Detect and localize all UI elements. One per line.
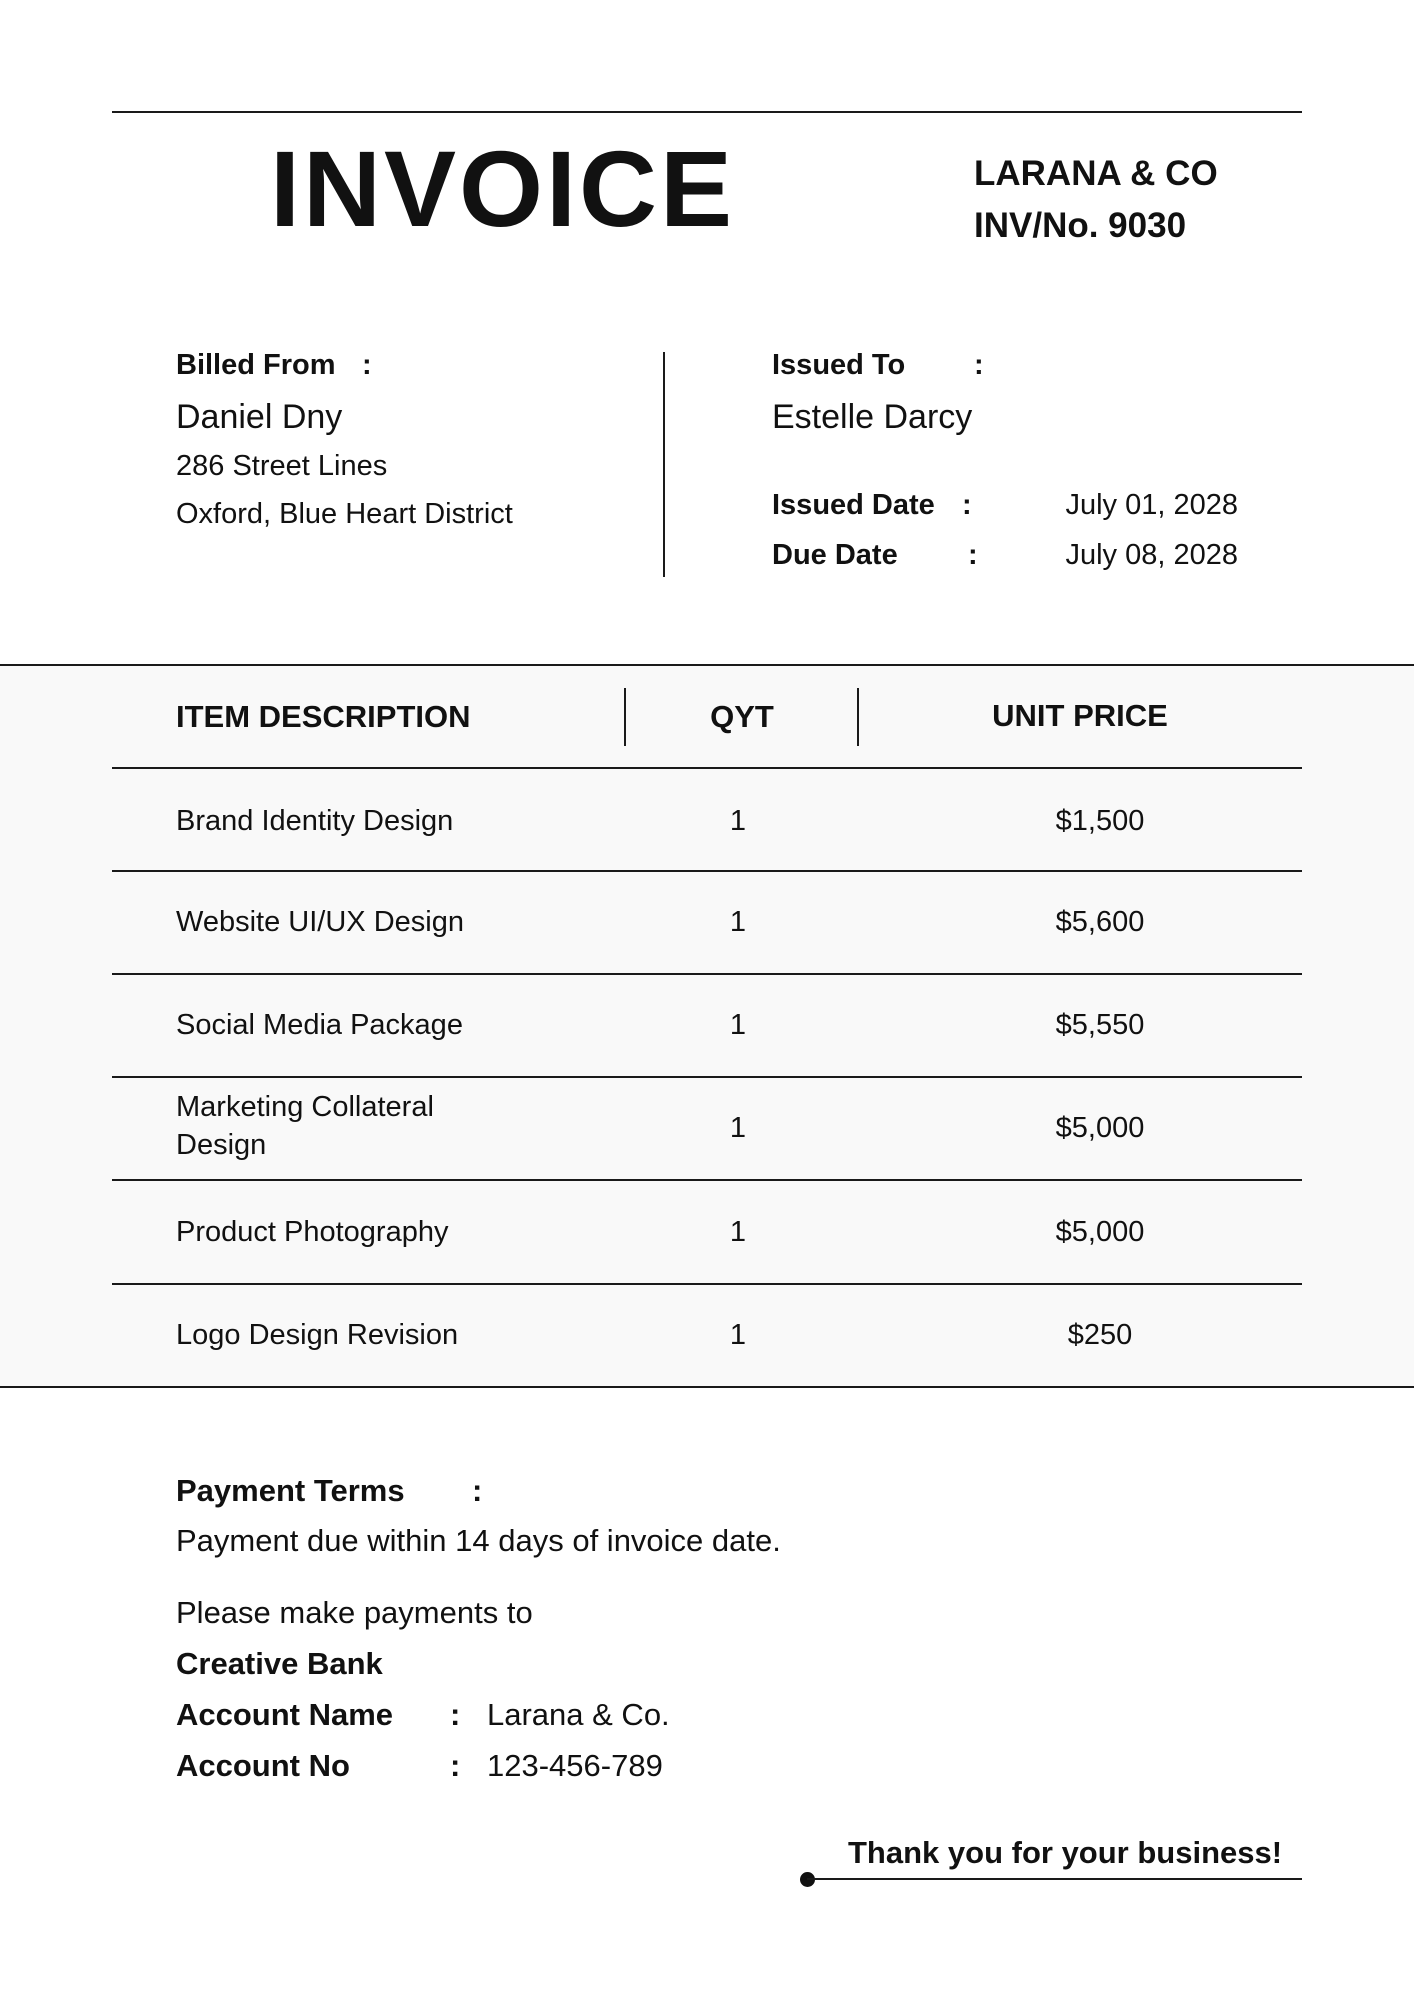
issued-to-colon: :: [974, 349, 984, 381]
invoice-title: INVOICE: [270, 128, 736, 249]
billed-from-name: Daniel Dny: [176, 398, 343, 436]
thank-you-underline: [807, 1878, 1302, 1880]
invoice-number: INV/No. 9030: [974, 206, 1187, 245]
item-description: Social Media Package: [176, 1009, 463, 1041]
row-rule: [112, 1179, 1302, 1181]
column-header-description: ITEM DESCRIPTION: [176, 699, 471, 734]
column-header-qty: QYT: [710, 699, 774, 734]
item-price: $5,000: [1055, 1112, 1145, 1144]
item-description: Logo Design Revision: [176, 1319, 459, 1351]
row-rule: [112, 870, 1302, 872]
item-description: Product Photography: [176, 1216, 449, 1248]
item-qty: 1: [729, 1112, 747, 1144]
payment-terms-text: Payment due within 14 days of invoice date.: [176, 1523, 781, 1558]
due-date-label: Due Date: [772, 539, 898, 571]
item-price: $5,550: [1055, 1009, 1145, 1041]
thank-you-message: Thank you for your business!: [848, 1835, 1283, 1870]
top-rule: [112, 111, 1302, 113]
item-qty: 1: [729, 1216, 747, 1248]
header-divider-2: [857, 688, 859, 746]
table-bottom-rule: [0, 1386, 1414, 1388]
account-no-value: 123-456-789: [487, 1748, 663, 1783]
parties-divider: [663, 352, 665, 577]
billed-from-address-line1: 286 Street Lines: [176, 450, 388, 482]
item-price: $250: [1067, 1319, 1133, 1351]
row-rule: [112, 1283, 1302, 1285]
item-price: $1,500: [1055, 805, 1145, 837]
due-date-value: July 08, 2028: [1065, 539, 1238, 571]
row-rule: [112, 973, 1302, 975]
item-description: Website UI/UX Design: [176, 906, 464, 938]
row-rule: [112, 767, 1302, 769]
billed-from-colon: :: [362, 349, 372, 381]
item-description: Brand Identity Design: [176, 805, 454, 837]
item-qty: 1: [729, 805, 747, 837]
account-no-colon: :: [450, 1748, 461, 1783]
billed-from-label: Billed From: [176, 349, 336, 381]
billed-from-address-line2: Oxford, Blue Heart District: [176, 498, 513, 530]
payment-intro: Please make payments to: [176, 1595, 533, 1630]
issued-to-label: Issued To: [772, 349, 906, 381]
item-qty: 1: [729, 1009, 747, 1041]
table-top-rule: [0, 664, 1414, 666]
item-price: $5,600: [1055, 906, 1145, 938]
payment-terms-colon: :: [472, 1473, 483, 1508]
item-price: $5,000: [1055, 1216, 1145, 1248]
issued-date-value: July 01, 2028: [1065, 489, 1238, 521]
bank-name: Creative Bank: [176, 1646, 383, 1681]
header-divider-1: [624, 688, 626, 746]
item-qty: 1: [729, 1319, 747, 1351]
due-date-colon: :: [968, 539, 978, 571]
column-header-unit-price: UNIT PRICE: [992, 698, 1168, 733]
account-name-label: Account Name: [176, 1697, 394, 1732]
payment-terms-label: Payment Terms: [176, 1473, 405, 1508]
issued-date-colon: :: [962, 489, 972, 521]
account-name-value: Larana & Co.: [487, 1697, 670, 1732]
item-description: Marketing Collateral Design: [176, 1091, 434, 1162]
item-qty: 1: [729, 906, 747, 938]
account-no-label: Account No: [176, 1748, 350, 1783]
company-name: LARANA & CO: [974, 154, 1218, 193]
issued-to-name: Estelle Darcy: [772, 398, 973, 436]
account-name-colon: :: [450, 1697, 461, 1732]
row-rule: [112, 1076, 1302, 1078]
issued-date-label: Issued Date: [772, 489, 935, 521]
